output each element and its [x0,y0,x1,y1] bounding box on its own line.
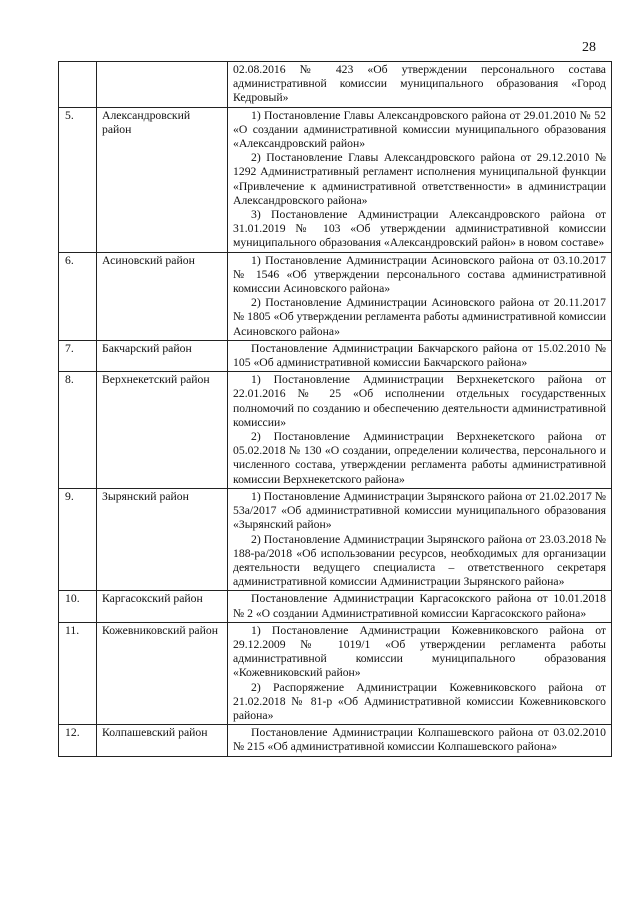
table-row [59,622,612,724]
row-number-cell: 8. [59,372,97,489]
table-row [59,725,612,756]
district-name-cell: Кожевниковский район [97,622,228,724]
row-number-cell [59,62,97,108]
legal-act-entry: 2) Постановление Администрации Верхнекетского района от 05.02.2018 № 130 «О создании, определении количества, персонального и численного состава, утверждении регламента работы административной комиссии Верхнекетского района» [233,430,606,486]
legal-act-entry: 1) Постановление Администрации Верхнекетского района от 22.01.2016 № 25 «Об исполнении отдельных государственных полномочий по созданию и обеспечению деятельности административной комиссии» [233,373,606,429]
legal-acts-cell [228,107,612,252]
legal-acts-cell [228,372,612,489]
table-row [59,252,612,340]
district-name-cell: Александровский район [97,107,228,252]
legal-act-entry: 3) Постановление Администрации Александровского района от 31.01.2019 № 103 «Об утверждении административной комиссии муниципального образования «Александровский район» в новом составе» [233,208,606,250]
legal-acts-cell [228,62,612,108]
table-row [59,107,612,252]
row-number-cell: 7. [59,340,97,371]
legal-act-entry: 2) Постановление Администрации Зырянского района от 23.03.2018 № 188-ра/2018 «Об использовании ресурсов, необходимых для организации деятельности ведущего специалиста – ответственного секретаря административной комиссии Администрации Зырянского района» [233,532,606,589]
legal-act-entry: 1) Постановление Администрации Зырянского района от 21.02.2017 № 53а/2017 «Об административной комиссии муниципального образования «Зырянский район» [233,489,606,532]
legal-act-entry: 2) Распоряжение Администрации Кожевниковского района от 21.02.2018 № 81-р «Об Административной комиссии Кожевниковского района» [233,680,606,722]
legal-act-entry: Постановление Администрации Каргасокского района от 10.01.2018 № 2 «О создании Административной комиссии Каргасокского района» [233,592,606,620]
legal-acts-cell [228,725,612,756]
legal-act-entry: 1) Постановление Главы Александровского района от 29.01.2010 № 52 «О создании административной комиссии муниципального образования «Александровский район» [233,108,606,151]
page-number: 28 [582,40,596,55]
legal-acts-cell [228,622,612,724]
table-row [59,488,612,590]
district-name-cell: Колпашевский район [97,725,228,756]
district-name-cell: Каргасокский район [97,591,228,622]
legal-act-entry: 1) Постановление Администрации Асиновского района от 03.10.2017 № 1546 «Об утверждении персонального состава административной комиссии Асиновского района» [233,253,606,296]
legal-act-entry: 1) Постановление Администрации Кожевниковского района от 29.12.2009 № 1019/1 «Об утверждении регламента работы административной комиссии муниципального образования «Кожевниковский район» [233,623,606,680]
legal-act-entry: Постановление Администрации Бакчарского района от 15.02.2010 № 105 «Об административной комиссии Бакчарского района» [233,341,606,370]
district-name-cell: Бакчарский район [97,340,228,371]
legal-act-entry: 02.08.2016 № 423 «Об утверждении персонального состава административной комиссии муниципального образования «Город Кедровый» [233,63,606,105]
row-number-cell: 6. [59,252,97,340]
district-name-cell [97,62,228,108]
table-body [59,62,612,757]
legal-acts-cell [228,340,612,371]
legal-act-entry: 2) Постановление Главы Александровского района от 29.12.2010 № 1292 Административный регламент исполнения муниципальной функции «Привлечение к административной ответственности» в администрации Александровского района» [233,151,606,207]
legal-acts-cell [228,252,612,340]
legal-act-entry: Постановление Администрации Колпашевского района от 03.02.2010 № 215 «Об административной комиссии Колпашевского района» [233,726,606,754]
district-name-cell: Асиновский район [97,252,228,340]
table-row [59,340,612,371]
district-name-cell: Верхнекетский район [97,372,228,489]
table-row [59,372,612,489]
row-number-cell: 11. [59,622,97,724]
row-number-cell: 9. [59,488,97,590]
legal-act-entry: 2) Постановление Администрации Асиновского района от 20.11.2017 № 1805 «Об утверждении регламента работы административной комиссии Асиновского района» [233,296,606,338]
table-row [59,62,612,108]
row-number-cell: 10. [59,591,97,622]
legal-acts-cell [228,488,612,590]
municipal-acts-table [58,61,612,757]
table-row [59,591,612,622]
district-name-cell: Зырянский район [97,488,228,590]
row-number-cell: 12. [59,725,97,756]
row-number-cell: 5. [59,107,97,252]
legal-acts-cell [228,591,612,622]
